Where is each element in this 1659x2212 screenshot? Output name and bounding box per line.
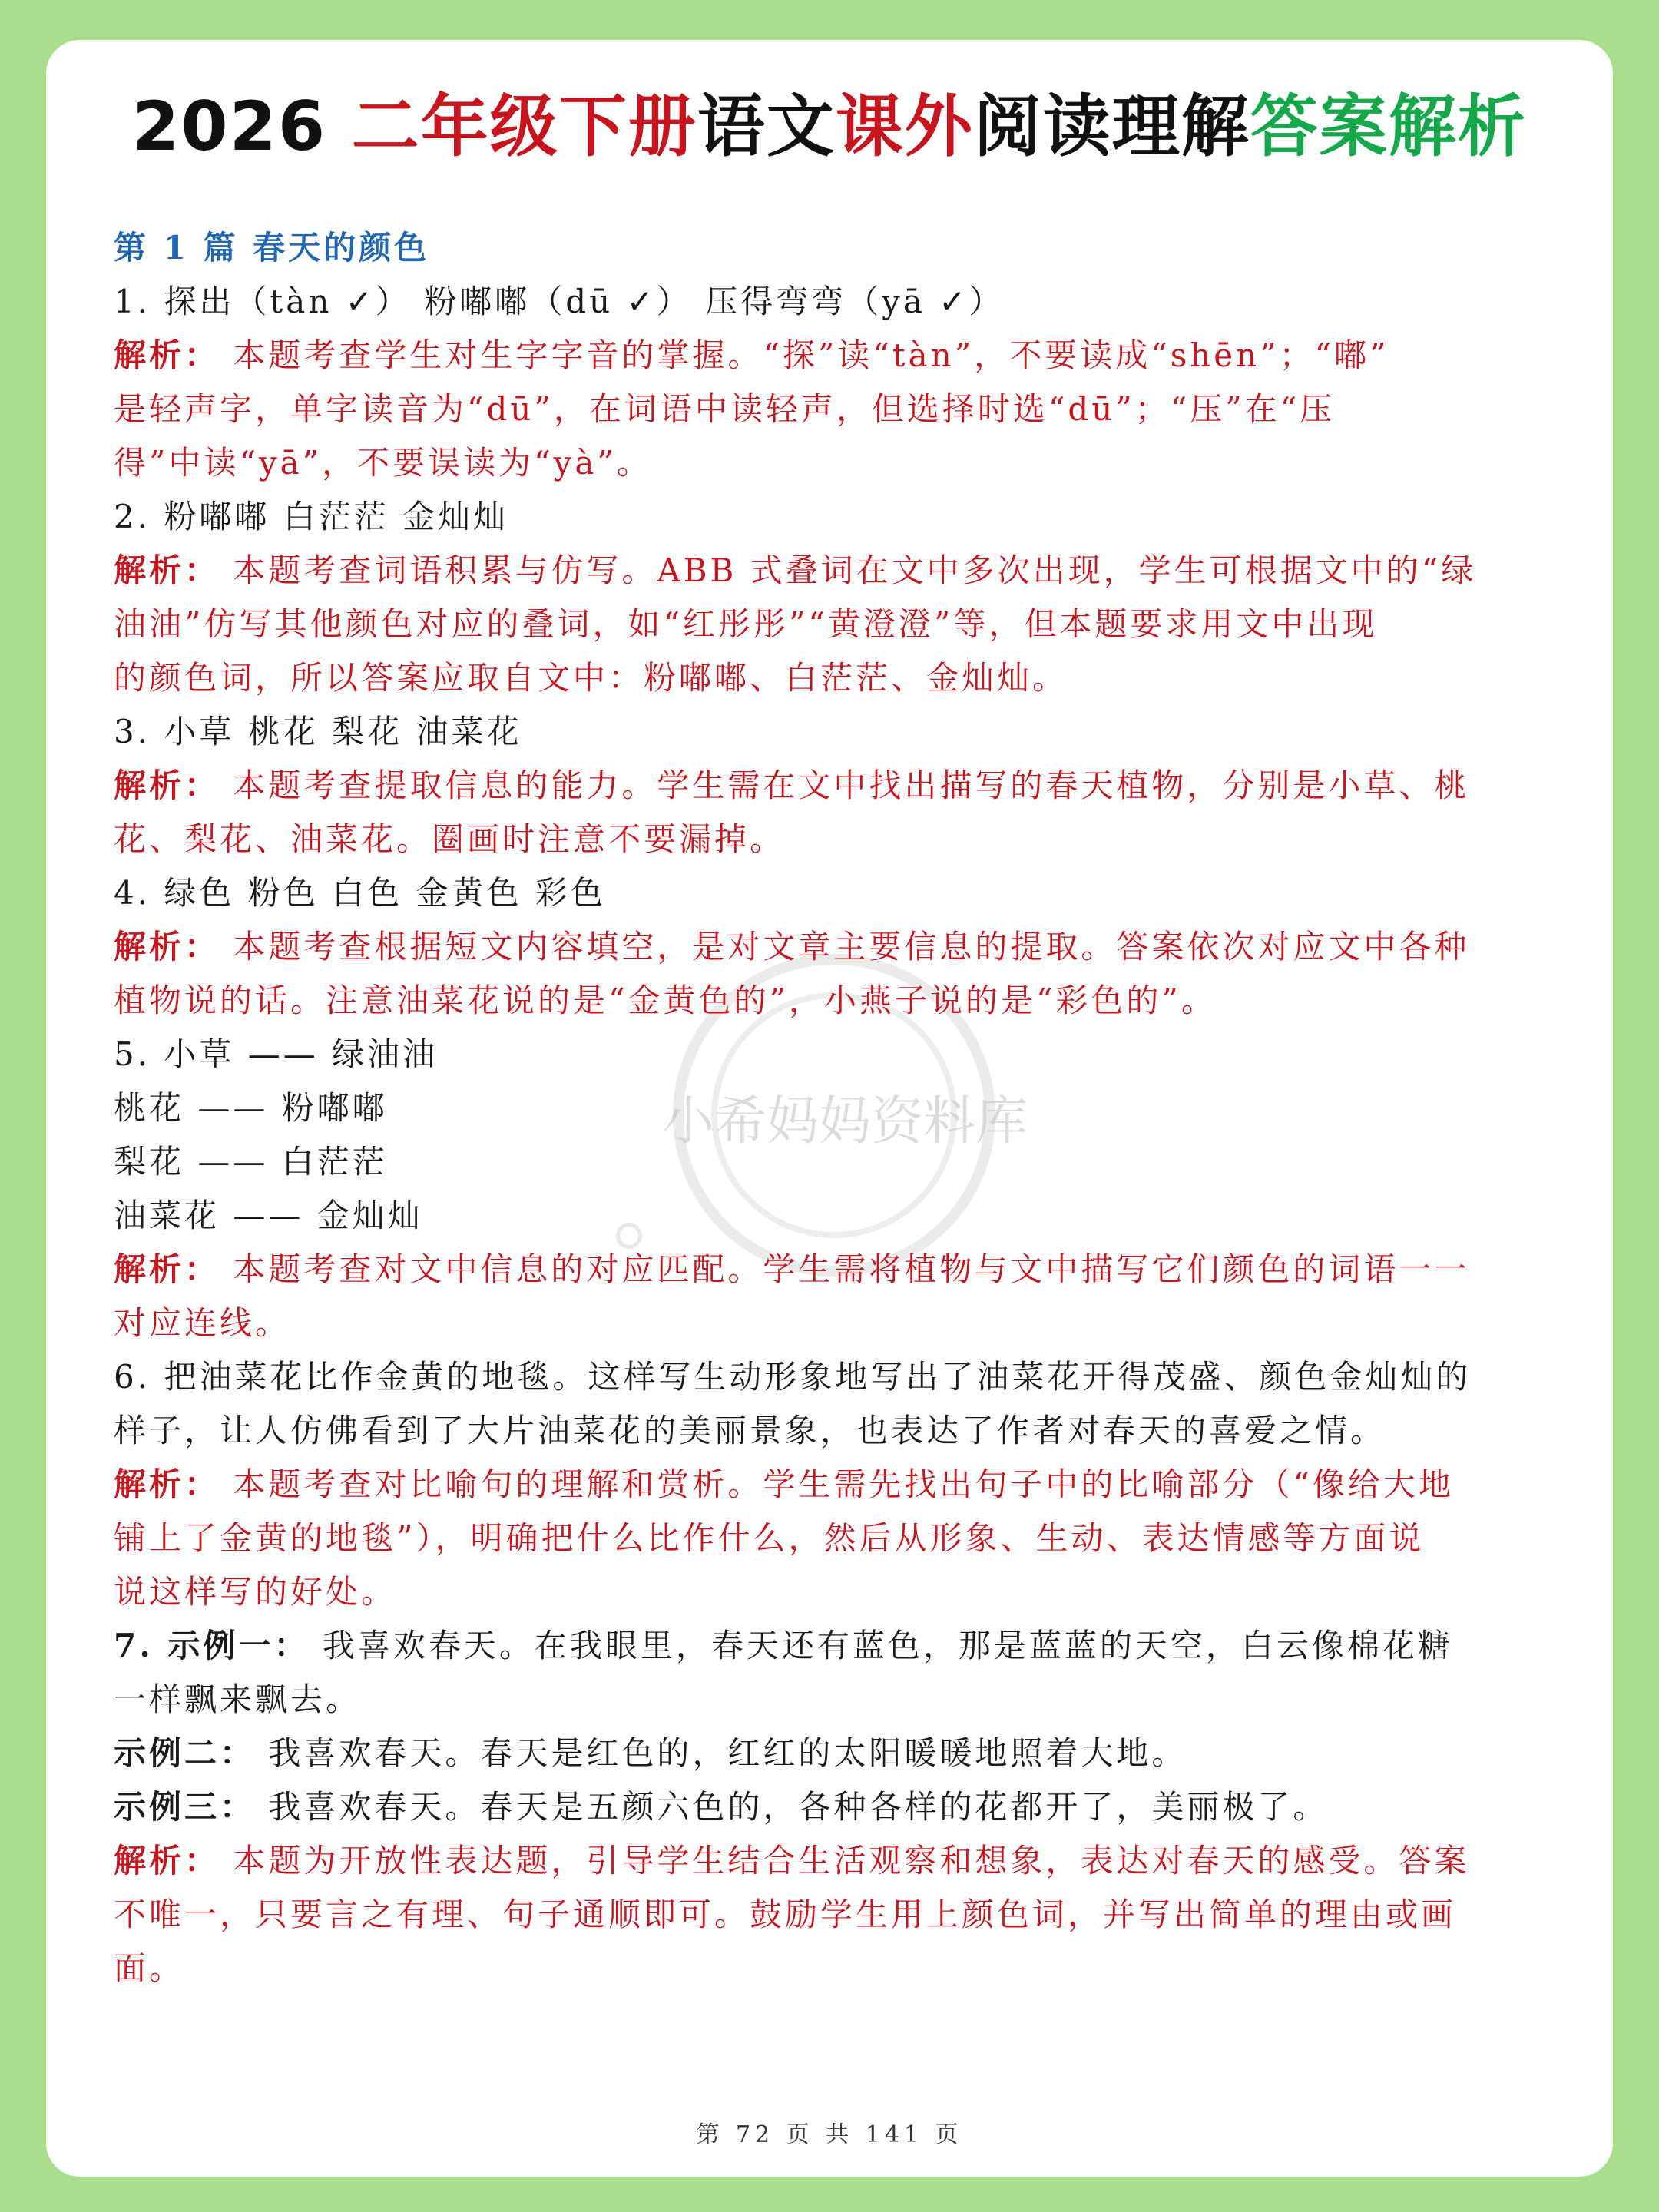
answer-line <box>114 1028 1604 1081</box>
line-text: 铺上了金黄的地毯”），明确把什么比作什么，然后从形象、生动、表达情感等方面说 <box>114 1519 1425 1557</box>
line-text: 本题考查提取信息的能力。学生需在文中找出描写的春天植物，分别是小草、桃 <box>220 767 1470 804</box>
line-text: 本题考查对比喻句的理解和赏析。学生需先找出句子中的比喻部分（“像给大地 <box>220 1465 1454 1503</box>
line-text: 梨花 —— 白茫茫 <box>114 1143 388 1181</box>
line-text: 我喜欢春天。在我眼里，春天还有蓝色，那是蓝蓝的天空，白云像棉花糖 <box>309 1627 1453 1664</box>
title-reading: 阅读理解 <box>973 87 1250 166</box>
answer-line <box>114 1189 1604 1243</box>
answer-line <box>114 1135 1604 1189</box>
line-text: 我喜欢春天。春天是红色的，红红的太阳暖暖地照着大地。 <box>255 1734 1187 1772</box>
line-label: 解析： <box>114 551 220 589</box>
title-grade: 二年级下册 <box>351 87 697 166</box>
analysis-line <box>114 382 1604 436</box>
answer-line <box>114 275 1604 329</box>
analysis-line <box>114 1296 1604 1350</box>
line-text: 6. 把油菜花比作金黄的地毯。这样写生动形象地写出了油菜花开得茂盛、颜色金灿灿的 <box>114 1358 1472 1396</box>
line-text: 我喜欢春天。春天是五颜六色的，各种各样的花都开了，美丽极了。 <box>255 1788 1329 1826</box>
analysis-line <box>114 598 1604 651</box>
line-text: 不唯一，只要言之有理、句子通顺即可。鼓励学生用上颜色词，并写出简单的理由或画 <box>114 1896 1457 1933</box>
line-label: 示例三： <box>114 1788 256 1826</box>
answer-line <box>114 1619 1604 1673</box>
line-text: 本题为开放性表达题，引导学生结合生活观察和想象，表达对春天的感受。答案 <box>220 1842 1470 1879</box>
answer-line <box>114 705 1604 759</box>
analysis-line <box>114 1512 1604 1565</box>
analysis-line <box>114 974 1604 1028</box>
section-heading: 第 1 篇 春天的颜色 <box>114 229 430 267</box>
analysis-line <box>114 1243 1604 1296</box>
answer-line <box>114 1350 1604 1404</box>
line-text: 1. 探出（tàn ✓） 粉嘟嘟（dū ✓） 压得弯弯（yā ✓） <box>114 283 1005 320</box>
title-extra: 课外 <box>835 87 974 166</box>
document-page <box>46 40 1613 2177</box>
line-label: 解析： <box>114 1842 220 1879</box>
analysis-line <box>114 1834 1604 1888</box>
line-label: 解析： <box>114 336 220 374</box>
title-year: 2026 <box>132 87 352 166</box>
line-text: 本题考查对文中信息的对应匹配。学生需将植物与文中描写它们颜色的词语一一 <box>220 1250 1470 1288</box>
analysis-line <box>114 1888 1604 1942</box>
line-label: 示例二： <box>114 1734 256 1772</box>
answer-line <box>114 1404 1604 1458</box>
title-subject: 语文 <box>697 87 836 166</box>
answer-line <box>114 490 1604 544</box>
analysis-line <box>114 920 1604 974</box>
line-label: 解析： <box>114 767 220 804</box>
title-analysis: 答案解析 <box>1250 87 1527 166</box>
answer-line <box>114 1780 1604 1834</box>
analysis-line <box>114 813 1604 866</box>
line-text: 是轻声字，单字读音为“dū”，在词语中读轻声，但选择时选“dū”；“压”在“压 <box>114 390 1336 428</box>
page-footer: 第 72 页 共 141 页 <box>696 2121 963 2148</box>
line-text: 花、梨花、油菜花。圈画时注意不要漏掉。 <box>114 820 786 858</box>
line-text: 面。 <box>114 1949 185 1987</box>
line-text: 本题考查学生对生字字音的掌握。“探”读“tàn”，不要读成“shēn”；“嘟” <box>220 336 1389 374</box>
analysis-line <box>114 544 1604 598</box>
answer-line <box>114 866 1604 920</box>
analysis-line <box>114 1942 1604 1995</box>
line-label: 7. 示例一： <box>114 1627 310 1664</box>
answer-line <box>114 1727 1604 1780</box>
line-text: 桃花 —— 粉嘟嘟 <box>114 1089 388 1127</box>
analysis-line <box>114 1565 1604 1619</box>
line-text: 得”中读“yā”，不要误读为“yà”。 <box>114 444 652 482</box>
line-text: 植物说的话。注意油菜花说的是“金黄色的”，小燕子说的是“彩色的”。 <box>114 982 1217 1019</box>
analysis-line <box>114 1458 1604 1512</box>
analysis-line <box>114 651 1604 705</box>
line-text: 本题考查词语积累与仿写。ABB 式叠词在文中多次出现，学生可根据文中的“绿 <box>220 551 1477 589</box>
line-text: 说这样写的好处。 <box>114 1573 397 1611</box>
line-label: 解析： <box>114 928 220 965</box>
analysis-line <box>114 329 1604 382</box>
line-text: 2. 粉嘟嘟 白茫茫 金灿灿 <box>114 498 509 535</box>
line-text: 油菜花 —— 金灿灿 <box>114 1197 423 1234</box>
line-text: 3. 小草 桃花 梨花 油菜花 <box>114 713 522 750</box>
answer-content <box>114 221 1604 1995</box>
line-text: 的颜色词，所以答案应取自文中：粉嘟嘟、白茫茫、金灿灿。 <box>114 659 1068 697</box>
line-text: 油油”仿写其他颜色对应的叠词，如“红彤彤”“黄澄澄”等，但本题要求用文中出现 <box>114 605 1378 643</box>
line-text: 样子，让人仿佛看到了大片油菜花的美丽景象，也表达了作者对春天的喜爱之情。 <box>114 1412 1386 1449</box>
analysis-line <box>114 759 1604 813</box>
line-label: 解析： <box>114 1250 220 1288</box>
answer-line <box>114 1673 1604 1727</box>
watermark-text: 小希妈妈资料库 <box>661 1091 1028 1152</box>
line-text: 一样飘来飘去。 <box>114 1681 362 1718</box>
line-text: 本题考查根据短文内容填空，是对文章主要信息的提取。答案依次对应文中各种 <box>220 928 1470 965</box>
line-text: 4. 绿色 粉色 白色 金黄色 彩色 <box>114 874 606 912</box>
line-text: 对应连线。 <box>114 1304 291 1342</box>
line-text: 5. 小草 —— 绿油油 <box>114 1035 439 1073</box>
line-label: 解析： <box>114 1465 220 1503</box>
page-title <box>46 84 1613 169</box>
analysis-line <box>114 436 1604 490</box>
answer-line <box>114 1081 1604 1135</box>
